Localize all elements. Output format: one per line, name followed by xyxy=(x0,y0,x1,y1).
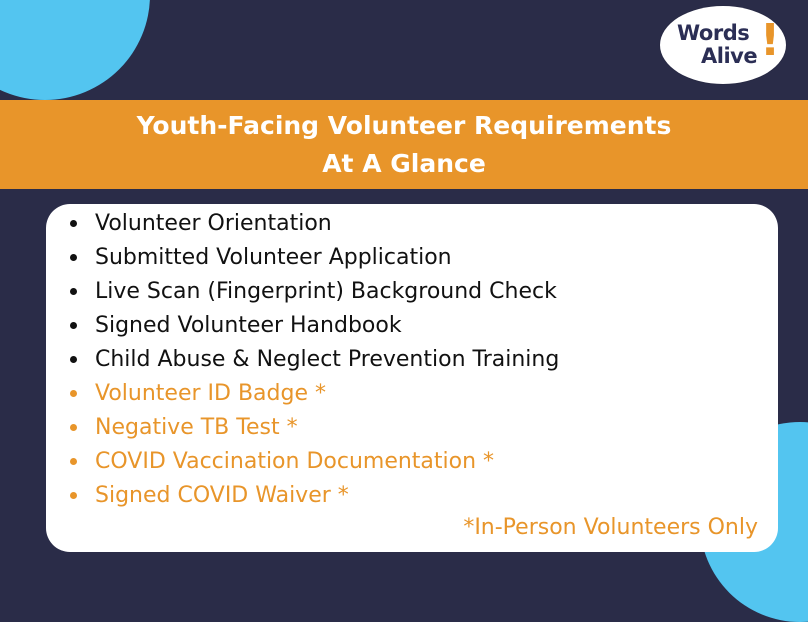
logo-text-line2: Alive xyxy=(701,44,758,68)
list-item xyxy=(66,444,559,478)
list-item xyxy=(66,240,559,274)
bullet-icon xyxy=(70,492,77,499)
requirement-label: COVID Vaccination Documentation * xyxy=(95,448,495,474)
list-item xyxy=(66,376,559,410)
decorative-circle-top-left xyxy=(0,0,150,100)
words-alive-logo xyxy=(660,6,786,84)
list-item xyxy=(66,206,559,240)
list-item xyxy=(66,478,559,512)
requirement-label: Child Abuse & Neglect Prevention Training xyxy=(95,346,560,372)
requirement-label: Signed COVID Waiver * xyxy=(95,482,349,508)
logo-text-line1: Words xyxy=(677,21,750,45)
requirement-label: Volunteer ID Badge * xyxy=(95,380,326,406)
requirement-label: Submitted Volunteer Application xyxy=(95,244,452,270)
bullet-icon xyxy=(70,322,77,329)
requirements-list xyxy=(66,206,559,512)
bullet-icon xyxy=(70,390,77,397)
requirement-label: Negative TB Test * xyxy=(95,414,298,440)
banner-title-line2: At A Glance xyxy=(322,148,486,178)
list-item xyxy=(66,308,559,342)
bullet-icon xyxy=(70,288,77,295)
bullet-icon xyxy=(70,220,77,227)
logo-exclamation-mark: ! xyxy=(760,15,781,66)
bullet-icon xyxy=(70,356,77,363)
list-item xyxy=(66,410,559,444)
requirement-label: Live Scan (Fingerprint) Background Check xyxy=(95,278,557,304)
in-person-footnote: *In-Person Volunteers Only xyxy=(463,515,758,540)
requirement-label: Volunteer Orientation xyxy=(95,210,332,236)
title-banner xyxy=(0,100,808,189)
banner-title-line1: Youth-Facing Volunteer Requirements xyxy=(136,110,672,140)
requirement-label: Signed Volunteer Handbook xyxy=(95,312,402,338)
requirements-card xyxy=(46,204,778,552)
bullet-icon xyxy=(70,254,77,261)
bullet-icon xyxy=(70,424,77,431)
bullet-icon xyxy=(70,458,77,465)
list-item xyxy=(66,274,559,308)
list-item xyxy=(66,342,559,376)
